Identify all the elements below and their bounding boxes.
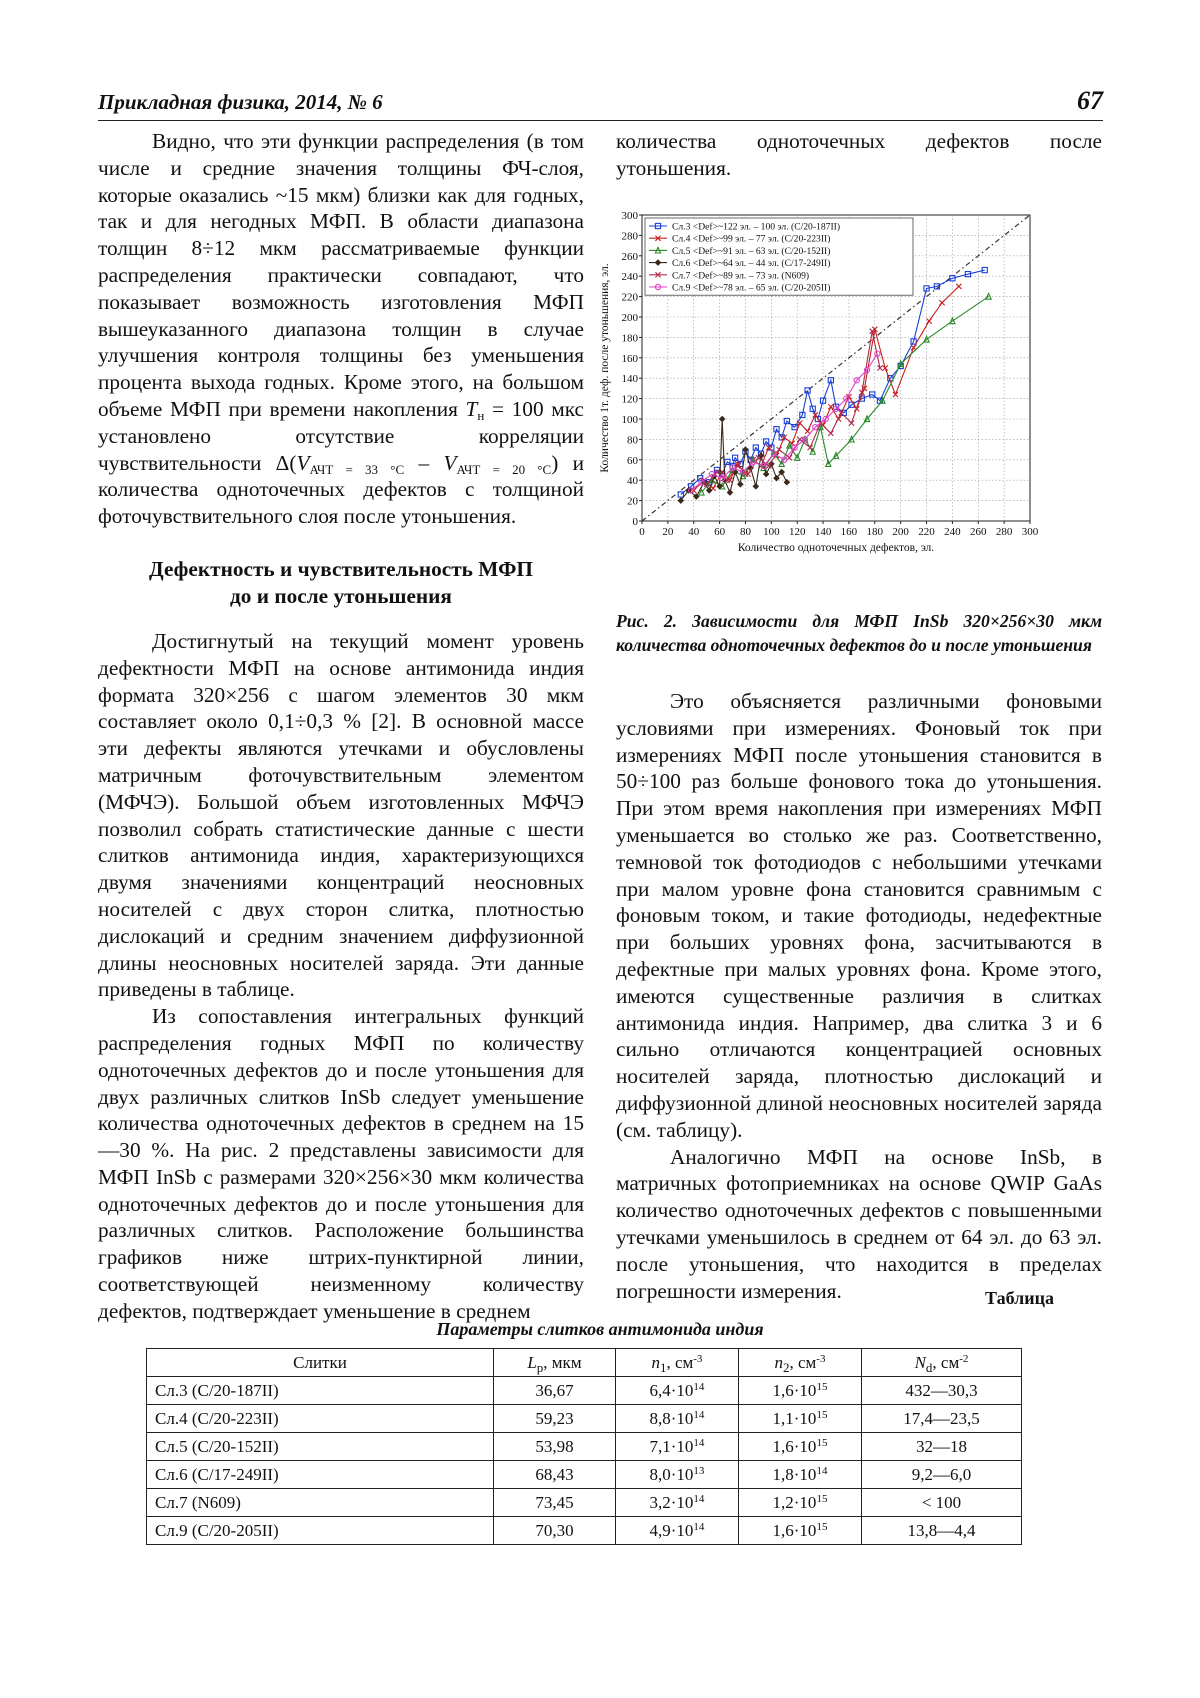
table-row bbox=[147, 1405, 1022, 1433]
cell-n1: $4,9\cdot 10^{14}$ bbox=[615, 1517, 738, 1545]
cell-nd: 17,4—23,5 bbox=[862, 1405, 1022, 1433]
cell-lp: 73,45 bbox=[494, 1489, 616, 1517]
cell-ingot: Сл.3 (С/20-187II) bbox=[147, 1377, 494, 1405]
x-tick-label: 40 bbox=[688, 526, 700, 538]
paragraph-2: Достигнутый на текущий момент уровень дефектности МФП на основе антимонида индия формата 320×256 с шагом элементов 30 мкм составляет около 0,1÷0,3 % [2]. В основной массе эти дефекты являются утечками и обусловлены матричным фоточувствительным элементом (МФЧЭ). Большой объем изготовленных МФЧЭ позволил собрать статистические данные с шести слитков антимонида индия, характеризующихся двумя значениями концентраций неосновных носителей с двух сторон слитка, плотностью дислокаций и средним значением диффузионной длины неосновных носителей заряда. Эти данные приведены в таблице. bbox=[98, 628, 584, 1002]
paragraph-5: Аналогично МФП на основе InSb, в матричных фотоприемниках на основе QWIP GaAs количество одноточечных дефектов с повышенными утечками уменьшилось в среднем от 64 эл. до 63 эл. после утоньшения, что находится в пределах погрешности измерения. bbox=[616, 1144, 1102, 1303]
x-tick-label: 200 bbox=[892, 526, 909, 538]
y-tick-label: 280 bbox=[621, 230, 638, 243]
cell-lp: 59,23 bbox=[494, 1405, 616, 1433]
header-lp: $L_p$, мкм bbox=[494, 1349, 616, 1377]
cell-lp: 70,30 bbox=[494, 1517, 616, 1545]
table-row bbox=[147, 1489, 1022, 1517]
legend-entry: Сл.5 <Def>~91 эл. – 63 эл. (С/20-152II) bbox=[672, 245, 831, 257]
y-tick-label: 0 bbox=[632, 516, 638, 528]
x-tick-label: 0 bbox=[639, 526, 645, 538]
x-tick-label: 260 bbox=[970, 526, 987, 538]
cell-nd: 9,2—6,0 bbox=[862, 1461, 1022, 1489]
table-row bbox=[147, 1377, 1022, 1405]
header-ingot: Слитки bbox=[147, 1349, 494, 1377]
y-tick-label: 40 bbox=[627, 475, 638, 488]
y-tick-label: 20 bbox=[627, 495, 638, 508]
x-tick-label: 160 bbox=[840, 526, 858, 538]
x-tick-label: 140 bbox=[814, 526, 832, 538]
cell-ingot: Сл.5 (С/20-152II) bbox=[147, 1433, 494, 1461]
cell-nd: 432—30,3 bbox=[862, 1377, 1022, 1405]
x-tick-label: 20 bbox=[662, 526, 674, 538]
cell-n1: $7,1\cdot 10^{14}$ bbox=[615, 1433, 738, 1461]
cell-n2: $1,6\cdot 10^{15}$ bbox=[738, 1377, 861, 1405]
table-row bbox=[147, 1461, 1022, 1489]
cell-n2: $1,6\cdot 10^{15}$ bbox=[738, 1433, 861, 1461]
x-axis-label: Количество одноточечных дефектов, эл. bbox=[737, 542, 935, 554]
legend-entry: Сл.6 <Def>~64 эл. – 44 эл. (С/17-249II) bbox=[672, 258, 831, 270]
cell-n2: $1,1\cdot 10^{15}$ bbox=[738, 1405, 861, 1433]
legend-entry: Сл.4 <Def>~99 эл. – 77 эл. (С/20-223II) bbox=[672, 233, 831, 245]
table-label: Таблица bbox=[985, 1288, 1054, 1308]
cell-n1: $6,4\cdot 10^{14}$ bbox=[615, 1377, 738, 1405]
cell-lp: 53,98 bbox=[494, 1433, 616, 1461]
x-tick-label: 80 bbox=[739, 526, 751, 538]
right-column-top bbox=[616, 128, 1102, 182]
x-tick-label: 60 bbox=[714, 526, 726, 538]
defects-chart bbox=[599, 210, 1102, 590]
cell-n1: $8,8\cdot 10^{14}$ bbox=[615, 1405, 738, 1433]
cell-nd: 32—18 bbox=[862, 1433, 1022, 1461]
cell-n2: $1,6\cdot 10^{15}$ bbox=[738, 1517, 861, 1545]
right-column-bottom bbox=[616, 688, 1102, 1304]
x-tick-label: 280 bbox=[995, 526, 1013, 538]
header-rule bbox=[98, 120, 1103, 121]
y-tick-label: 120 bbox=[621, 393, 638, 406]
y-axis-label: Количество 1т. деф. после утоньшения, эл. bbox=[599, 263, 611, 473]
page-number: 67 bbox=[1077, 86, 1103, 115]
table-row bbox=[147, 1433, 1022, 1461]
x-tick-label: 180 bbox=[866, 526, 884, 538]
chart-legend bbox=[645, 218, 913, 295]
y-tick-label: 220 bbox=[621, 291, 638, 304]
y-tick-label: 240 bbox=[621, 271, 638, 284]
table-title: Параметры слитков антимонида индия bbox=[436, 1319, 764, 1339]
table-row bbox=[147, 1517, 1022, 1545]
journal-title: Прикладная физика, 2014, № 6 bbox=[98, 90, 383, 114]
legend-entry: Сл.9 <Def>~78 эл. – 65 эл. (С/20-205II) bbox=[672, 282, 831, 294]
left-column bbox=[98, 128, 584, 1325]
x-tick-label: 300 bbox=[1021, 526, 1039, 538]
x-tick-label: 220 bbox=[918, 526, 935, 538]
x-tick-label: 240 bbox=[944, 526, 961, 538]
cell-ingot: Сл.7 (N609) bbox=[147, 1489, 494, 1517]
cell-n1: $3,2\cdot 10^{14}$ bbox=[615, 1489, 738, 1517]
cell-n2: $1,8\cdot 10^{14}$ bbox=[738, 1461, 861, 1489]
header-nd: $N_d$, $см^{-2}$ bbox=[862, 1349, 1022, 1377]
y-tick-label: 140 bbox=[621, 373, 638, 386]
legend-entry: Сл.7 <Def>~89 эл. – 73 эл. (N609) bbox=[672, 270, 810, 282]
y-tick-label: 180 bbox=[621, 332, 638, 345]
cell-n1: $8,0\cdot 10^{13}$ bbox=[615, 1461, 738, 1489]
x-tick-label: 100 bbox=[763, 526, 780, 538]
cell-nd: < 100 bbox=[862, 1489, 1022, 1517]
section-title: Дефектность и чувствительность МФП до и после утоньшения bbox=[149, 556, 533, 608]
y-tick-label: 80 bbox=[627, 434, 638, 447]
cell-lp: 36,67 bbox=[494, 1377, 616, 1405]
y-tick-label: 300 bbox=[621, 210, 638, 222]
table-header-row bbox=[147, 1349, 1022, 1377]
cell-ingot: Сл.6 (С/17-249II) bbox=[147, 1461, 494, 1489]
cell-lp: 68,43 bbox=[494, 1461, 616, 1489]
y-tick-label: 100 bbox=[621, 414, 638, 426]
y-tick-label: 200 bbox=[621, 312, 638, 324]
y-tick-label: 60 bbox=[627, 454, 638, 467]
header-n2: $n_2$, $см^{-3}$ bbox=[738, 1349, 861, 1377]
y-tick-label: 160 bbox=[621, 352, 638, 365]
cell-nd: 13,8—4,4 bbox=[862, 1517, 1022, 1545]
paragraph-continued: количества одноточечных дефектов после утоньшения. bbox=[616, 129, 1102, 180]
parameters-table bbox=[146, 1348, 1022, 1545]
header-n1: $n_1$, $см^{-3}$ bbox=[615, 1349, 738, 1377]
legend-entry: Сл.3 <Def>~122 эл. – 100 эл. (С/20-187II) bbox=[672, 221, 841, 233]
y-tick-label: 260 bbox=[621, 250, 638, 263]
x-tick-label: 120 bbox=[788, 526, 806, 538]
running-header bbox=[98, 86, 1103, 122]
paragraph-3: Из сопоставления интегральных функций распределения годных МФП по количеству одноточечных дефектов до и после утоньшения для двух различных слитков InSb следует уменьшение количества одноточечных дефектов в среднем на 15—30 %. На рис. 2 представлены зависимости для МФП InSb с размерами 320×256×30 мкм количества одноточечных дефектов до и после утоньшения для различных слитков. Расположение большинства графиков ниже штрих-пунктирной линии, соответствующей неизменному количеству дефектов, подтверждает уменьшение в среднем bbox=[98, 1004, 584, 1323]
paragraph-1: Видно, что эти функции распределения (в том числе и средние значения толщины ФЧ-слоя, которые оказались ~15 мкм) близки как для годных, так и для негодных МФП. В области диапазона толщин 8÷12 мкм рассматриваемые функции распределения практически совпадают, что показывает возможность изготовления МФП вышеуказанного диапазона толщин в случае улучшения контроля толщины без уменьшения процента выхода годных. Кроме этого, на большом объеме МФП при времени накопления $T_н = 100$ мкс установлено отсутствие корреляции чувствительности $\Delta(V_{АЧТ = 33 ^\circ С} - V_{АЧТ = 20 ^\circ С})$ и количества одноточечных дефектов с толщиной фоточувствительного слоя после утоньшения. bbox=[98, 129, 584, 529]
figure-caption: Рис. 2. Зависимости для МФП InSb 320×256×30 мкм количества одноточечных дефектов до и после утоньшения bbox=[616, 611, 1102, 655]
paragraph-4: Это объясняется различными фоновыми условиями при измерениях. Фоновый ток при измерениях МФП после утоньшения становится в 50÷100 раз больше фонового тока до утоньшения. При этом время накопления при измерениях МФП уменьшается во столько же раз. Соответственно, темновой ток фотодиодов с небольшими утечками при малом уровне фона становится сравнимым с фоновым током, и такие фотодиоды, недефектные при больших уровнях фона, засчитываются в дефектные при малых уровнях фона. Кроме этого, имеются существенные различия в слитках антимонида индия. Например, два слитка 3 и 6 сильно отличаются концентрацией основных носителей заряда, плотностью дислокаций и диффузионной длиной неосновных носителей заряда (см. таблицу). bbox=[616, 689, 1102, 1142]
cell-ingot: Сл.4 (С/20-223II) bbox=[147, 1405, 494, 1433]
cell-ingot: Сл.9 (С/20-205II) bbox=[147, 1517, 494, 1545]
cell-n2: $1,2\cdot 10^{15}$ bbox=[738, 1489, 861, 1517]
